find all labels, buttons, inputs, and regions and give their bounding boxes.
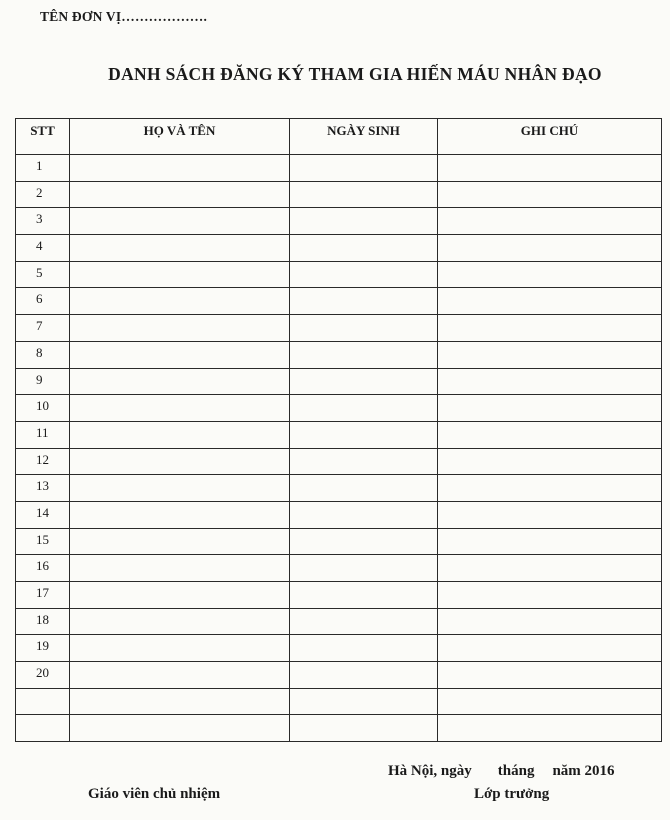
cell-birth-date[interactable] xyxy=(290,688,438,715)
cell-notes[interactable] xyxy=(438,315,662,342)
table-row xyxy=(16,475,662,502)
cell-full-name[interactable] xyxy=(70,315,290,342)
table-row xyxy=(16,208,662,235)
homeroom-teacher-signature-label: Giáo viên chủ nhiệm xyxy=(88,786,221,802)
cell-notes[interactable] xyxy=(438,608,662,635)
table-row xyxy=(16,395,662,422)
cell-stt: 16 xyxy=(16,555,70,582)
cell-full-name[interactable] xyxy=(70,555,290,582)
cell-stt xyxy=(16,688,70,715)
cell-notes[interactable] xyxy=(438,261,662,288)
cell-birth-date[interactable] xyxy=(290,341,438,368)
cell-notes[interactable] xyxy=(438,582,662,609)
cell-birth-date[interactable] xyxy=(290,555,438,582)
cell-full-name[interactable] xyxy=(70,582,290,609)
column-header-stt: STT xyxy=(16,119,70,155)
table-row xyxy=(16,528,662,555)
cell-full-name[interactable] xyxy=(70,608,290,635)
table-row xyxy=(16,155,662,182)
table-row xyxy=(16,181,662,208)
cell-notes[interactable] xyxy=(438,395,662,422)
cell-full-name[interactable] xyxy=(70,395,290,422)
cell-birth-date[interactable] xyxy=(290,608,438,635)
cell-stt: 7 xyxy=(16,315,70,342)
cell-notes[interactable] xyxy=(438,421,662,448)
date-line xyxy=(388,763,615,780)
cell-birth-date[interactable] xyxy=(290,208,438,235)
cell-stt: 8 xyxy=(16,341,70,368)
table-row xyxy=(16,635,662,662)
unit-name-label: TÊN ĐƠN VỊ………………. xyxy=(40,9,208,24)
table-row xyxy=(16,288,662,315)
cell-notes[interactable] xyxy=(438,501,662,528)
table-row xyxy=(16,235,662,262)
cell-full-name[interactable] xyxy=(70,528,290,555)
table-row xyxy=(16,421,662,448)
cell-birth-date[interactable] xyxy=(290,528,438,555)
date-year: năm 2016 xyxy=(552,763,615,779)
cell-notes[interactable] xyxy=(438,341,662,368)
table-row xyxy=(16,501,662,528)
column-header-birth-date: NGÀY SINH xyxy=(290,119,438,155)
cell-notes[interactable] xyxy=(438,155,662,182)
table-row xyxy=(16,662,662,689)
cell-birth-date[interactable] xyxy=(290,448,438,475)
cell-stt: 18 xyxy=(16,608,70,635)
table-row xyxy=(16,608,662,635)
cell-stt: 13 xyxy=(16,475,70,502)
cell-birth-date[interactable] xyxy=(290,368,438,395)
cell-full-name[interactable] xyxy=(70,662,290,689)
cell-stt xyxy=(16,715,70,742)
cell-full-name[interactable] xyxy=(70,181,290,208)
cell-notes[interactable] xyxy=(438,528,662,555)
cell-stt: 1 xyxy=(16,155,70,182)
cell-stt: 20 xyxy=(16,662,70,689)
cell-full-name[interactable] xyxy=(70,688,290,715)
table-row xyxy=(16,715,662,742)
cell-stt: 6 xyxy=(16,288,70,315)
cell-stt: 17 xyxy=(16,582,70,609)
table-body xyxy=(16,155,662,742)
cell-full-name[interactable] xyxy=(70,341,290,368)
cell-full-name[interactable] xyxy=(70,288,290,315)
cell-stt: 9 xyxy=(16,368,70,395)
cell-notes[interactable] xyxy=(438,715,662,742)
cell-birth-date[interactable] xyxy=(290,421,438,448)
table-row xyxy=(16,261,662,288)
cell-stt: 4 xyxy=(16,235,70,262)
cell-notes[interactable] xyxy=(438,181,662,208)
cell-full-name[interactable] xyxy=(70,635,290,662)
cell-birth-date[interactable] xyxy=(290,315,438,342)
table-row xyxy=(16,582,662,609)
cell-stt: 14 xyxy=(16,501,70,528)
table-header-row xyxy=(16,119,662,155)
column-header-full-name: HỌ VÀ TÊN xyxy=(70,119,290,155)
cell-birth-date[interactable] xyxy=(290,715,438,742)
date-month: tháng xyxy=(497,763,535,779)
cell-full-name[interactable] xyxy=(70,155,290,182)
cell-stt: 3 xyxy=(16,208,70,235)
cell-full-name[interactable] xyxy=(70,715,290,742)
cell-birth-date[interactable] xyxy=(290,501,438,528)
cell-notes[interactable] xyxy=(438,475,662,502)
table-row xyxy=(16,688,662,715)
cell-notes[interactable] xyxy=(438,288,662,315)
cell-full-name[interactable] xyxy=(70,235,290,262)
cell-full-name[interactable] xyxy=(70,208,290,235)
cell-notes[interactable] xyxy=(438,635,662,662)
cell-stt: 2 xyxy=(16,181,70,208)
cell-notes[interactable] xyxy=(438,688,662,715)
cell-stt: 19 xyxy=(16,635,70,662)
cell-birth-date[interactable] xyxy=(290,181,438,208)
cell-full-name[interactable] xyxy=(70,368,290,395)
cell-notes[interactable] xyxy=(438,448,662,475)
cell-full-name[interactable] xyxy=(70,261,290,288)
table-row xyxy=(16,555,662,582)
cell-notes[interactable] xyxy=(438,555,662,582)
cell-birth-date[interactable] xyxy=(290,288,438,315)
cell-birth-date[interactable] xyxy=(290,261,438,288)
cell-birth-date[interactable] xyxy=(290,235,438,262)
cell-stt: 15 xyxy=(16,528,70,555)
table-row xyxy=(16,448,662,475)
registration-table xyxy=(15,118,662,742)
cell-birth-date[interactable] xyxy=(290,635,438,662)
cell-notes[interactable] xyxy=(438,662,662,689)
date-place-day: Hà Nội, ngày xyxy=(388,763,472,779)
cell-birth-date[interactable] xyxy=(290,582,438,609)
cell-stt: 12 xyxy=(16,448,70,475)
cell-notes[interactable] xyxy=(438,235,662,262)
cell-birth-date[interactable] xyxy=(290,475,438,502)
cell-full-name[interactable] xyxy=(70,421,290,448)
cell-full-name[interactable] xyxy=(70,475,290,502)
cell-birth-date[interactable] xyxy=(290,395,438,422)
cell-birth-date[interactable] xyxy=(290,155,438,182)
column-header-notes: GHI CHÚ xyxy=(438,119,662,155)
document-title: DANH SÁCH ĐĂNG KÝ THAM GIA HIẾN MÁU NHÂN ĐẠO xyxy=(108,64,602,84)
cell-full-name[interactable] xyxy=(70,448,290,475)
table-row xyxy=(16,315,662,342)
cell-stt: 10 xyxy=(16,395,70,422)
cell-notes[interactable] xyxy=(438,208,662,235)
cell-full-name[interactable] xyxy=(70,501,290,528)
cell-stt: 11 xyxy=(16,421,70,448)
table-row xyxy=(16,341,662,368)
cell-birth-date[interactable] xyxy=(290,662,438,689)
table-row xyxy=(16,368,662,395)
class-monitor-signature-label: Lớp trưởng xyxy=(474,786,550,802)
cell-stt: 5 xyxy=(16,261,70,288)
cell-notes[interactable] xyxy=(438,368,662,395)
